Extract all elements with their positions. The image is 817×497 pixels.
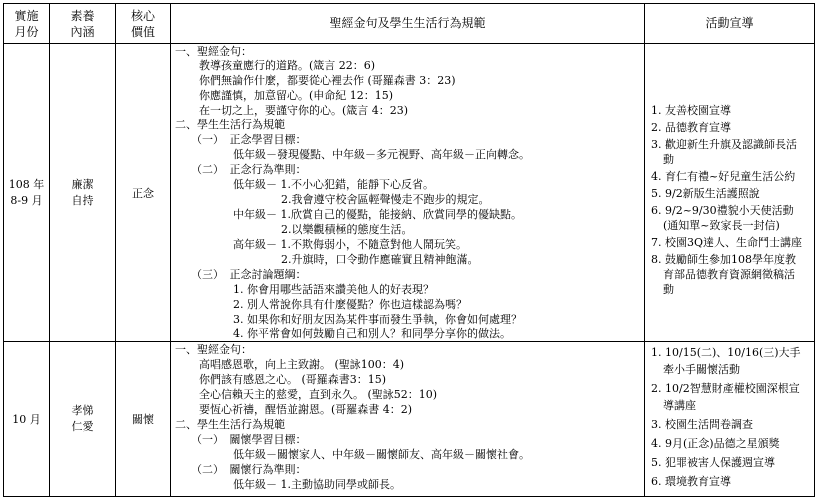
activity-line: 3. 校園生活問卷調查 [651,418,753,431]
spec-line: 中年級－ 1.欣賞自己的優點，能接納、欣賞同學的優缺點。 [233,208,522,221]
spec-cell [171,44,645,342]
spec-line: 低年級－ 1.不小心犯錯，能靜下心反省。 [233,178,434,191]
header-spec: 聖經金句及學生生活行為規範 [171,4,645,44]
activity-line: 3. 歡迎新生升旗及認識師長活 [651,138,797,151]
table-row [4,44,815,342]
curriculum-table [3,3,815,497]
spec-line: 3. 如果你和好朋友因為某件事而發生爭執，你會如何處理？ [233,313,522,326]
table-header-row [4,4,815,44]
core-value-cell: 正念 [116,44,171,342]
spec-line: （二） 正念行為準則： [191,163,307,176]
spec-line: 高年級－ 1.不欺侮弱小，不隨意對他人鬧玩笑。 [233,238,467,251]
activity-line: 1. 10/15(二)、10/16(三)大手 [651,346,801,359]
activity-line: 7. 校園3Q達人、生命鬥士講座 [651,236,803,249]
spec-line: （一） 正念學習目標： [191,133,307,146]
spec-line: 低年級－關懷家人、中年級－關懷師友、高年級－關懷社會。 [233,448,530,461]
table-row [4,342,815,497]
spec-cell [171,342,645,497]
spec-line: 1. 你會用哪些話語來讚美他人的好表現？ [233,283,434,296]
spec-line: 2. 別人常說你具有什麼優點？你也這樣認為嗎？ [233,298,467,311]
spec-line: 2.我會遵守校舍區輕聲慢走不跑步的規定。 [281,193,490,206]
spec-line: 2.以樂觀積極的態度生活。 [281,223,413,236]
spec-line: 在一切之上，要謹守你的心。(箴言 4：23) [199,104,409,117]
core-value-cell: 關懷 [116,342,171,497]
spec-line: 你們無論作什麼，都要從心裡去作 (哥羅森書 3：23) [199,74,456,87]
activity-line: 導講座 [663,399,696,412]
spec-line: 高唱感恩歌，向上主致謝。 (聖詠100：4) [199,358,405,371]
spec-line: 二、學生生活行為規範 [175,118,285,131]
spec-line: （二） 關懷行為準則： [191,463,307,476]
month-cell: 108 年 8-9 月 [4,44,50,342]
spec-line: 一、聖經金句： [175,343,252,356]
spec-line: 低年級－發現優點、中年級－多元視野、高年級－正向轉念。 [233,148,530,161]
spec-line: 全心信賴天主的慈愛，直到永久。 (聖詠52：10) [199,388,438,401]
header-activity: 活動宣導 [645,4,815,44]
activity-cell [645,44,815,342]
activity-line: 6. 環境教育宣導 [651,475,731,488]
activity-line: 2. 10/2智慧財產權校園深根宣 [651,382,800,395]
literacy-cell: 孝悌 仁愛 [50,342,116,497]
activity-line: 8. 鼓勵師生參加108學年度教 [651,253,796,266]
activity-line: 動 [663,283,674,296]
spec-line: 你們該有感恩之心。 (哥羅森書3：15) [199,373,387,386]
activity-line: 4. 育仁有禮~好兒童生活公約 [651,170,796,183]
activity-line: 動 [663,153,674,166]
spec-line: 教導孩童應行的道路。(箴言 22：6) [199,59,376,72]
activity-line: 2. 品德教育宣導 [651,121,731,134]
spec-line: 你應謹慎，加意留心。(申命紀 12：15) [199,89,394,102]
spec-line: （三） 正念討論題綱： [191,268,307,281]
activity-line: 6. 9/2~9/30禮貌小天使活動 [651,204,794,217]
activity-line: 5. 犯罪被害人保護週宣導 [651,456,775,469]
spec-line: 低年級－ 1.主動協助同學或師長。 [233,478,401,491]
activity-cell [645,342,815,497]
activity-line: 5. 9/2新版生活護照說 [651,187,760,200]
activity-line: (通知單~致家長一封信) [663,219,780,232]
header-month: 實施 月份 [4,4,50,44]
spec-line: （一） 關懷學習目標： [191,433,307,446]
spec-line: 二、學生生活行為規範 [175,418,285,431]
activity-line: 4. 9月(正念)品德之星頒獎 [651,437,780,450]
month-cell: 10 月 [4,342,50,497]
spec-line: 一、聖經金句： [175,45,252,58]
spec-line: 2.升旗時，口令動作應確實且精神飽滿。 [281,253,479,266]
literacy-cell: 廉潔 自持 [50,44,116,342]
activity-line: 1. 友善校園宣導 [651,104,731,117]
header-core-value: 核心 價值 [116,4,171,44]
activity-line: 牽小手關懷活動 [663,363,740,376]
activity-line: 育部品德教育資源網徵稿活 [663,268,795,281]
spec-line: 要恆心祈禱，醒悟並謝恩。(哥羅森書 4：2) [199,403,413,416]
spec-line: 4. 你平常會如何鼓勵自己和別人？和同學分享你的做法。 [233,327,511,340]
header-literacy: 素養 內涵 [50,4,116,44]
